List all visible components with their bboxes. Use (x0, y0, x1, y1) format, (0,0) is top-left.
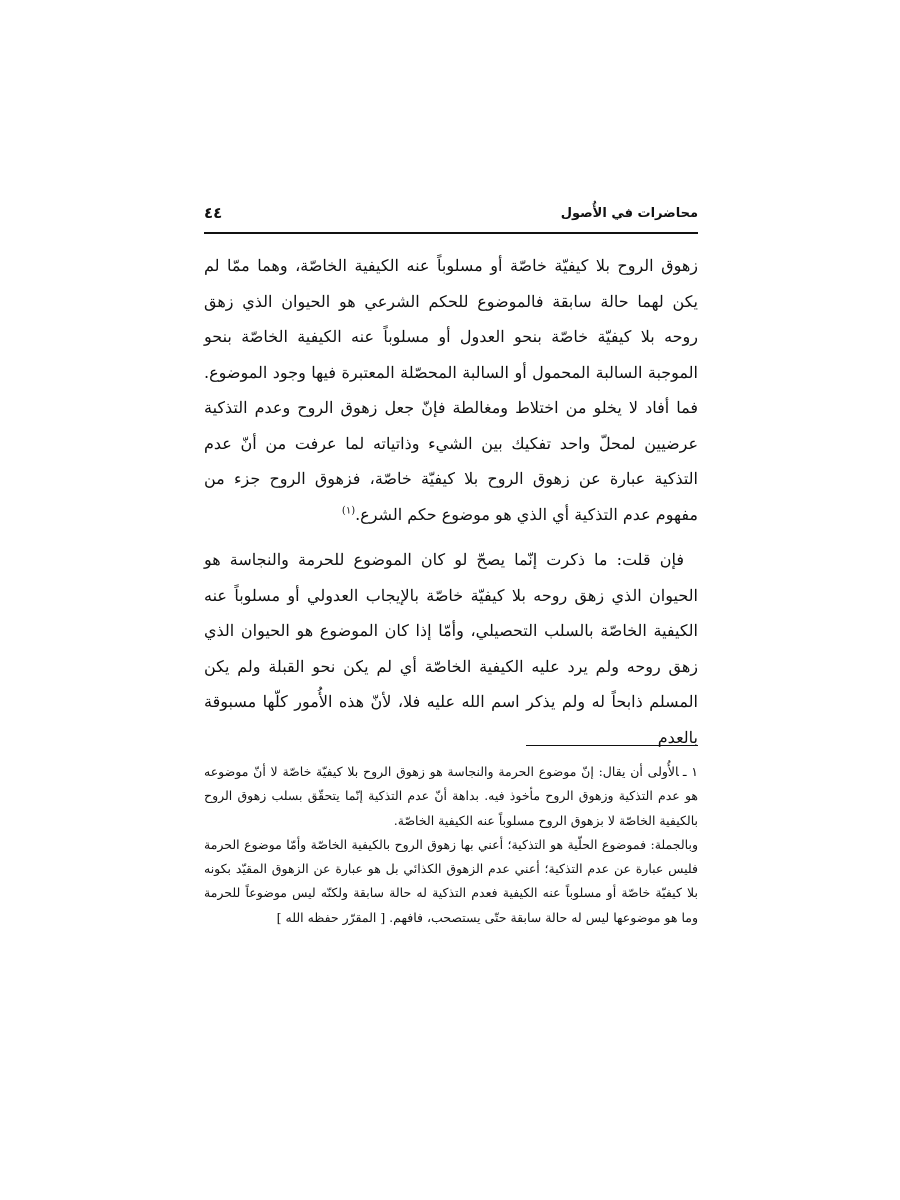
page-number: ٤٤ (204, 204, 223, 222)
running-header (204, 200, 698, 230)
footnote-1-continuation-text: وبالجملة: فموضوع الحلّية هو التذكية؛ أعني بها زهوق الروح بالكيفية الخاصّة وأمّا موضوع الحرمة فليس عبارة عن عدم التذكية؛ أعني عدم الزهوق الكذائي بل هو عبارة عن الزهوق المقيّد بكونه بلا كيفيّة خاصّة أو مسلوباً عنه الكيفية فعدم التذكية له حالة سابقة ولكنّه ليس موضوعاً للحرمة وما هو موضوعها ليس له حالة سابقة حتّى يستصحب، فافهم. [ المقرّر حفظه الله ] (204, 836, 698, 925)
footnote-1 (204, 760, 698, 833)
footnote-1-text: الأُولى أن يقال: إنّ موضوع الحرمة والنجاسة هو زهوق الروح بلا كيفيّة خاصّة لا أنّ موضوعه هو عدم التذكية وزهوق الروح مأخوذ فيه. بداهة أنّ عدم التذكية إنّما يتحقّق بسلب زهوق الروح بالكيفية الخاصّة لا بزهوق الروح مسلوباً عنه الكيفية الخاصّة. (204, 764, 698, 828)
body-paragraph-1-text: زهوق الروح بلا كيفيّة خاصّة أو مسلوباً عنه الكيفية الخاصّة، وهما ممّا لم يكن لهما حالة سابقة فالموضوع للحكم الشرعي هو الحيوان الذي زهق روحه بلا كيفيّة خاصّة بنحو العدول أو مسلوباً عنه الكيفية الخاصّة بنحو الموجبة السالبة المحمول أو السالبة المحصّلة المعتبرة فيها وجود الموضوع. فما أفاد لا يخلو من اختلاط ومغالطة فإنّ جعل زهوق الروح وعدم التذكية عرضيين لمحلّ واحد تفكيك بين الشيء وذاتياته لما عرفت من أنّ عدم التذكية عبارة عن زهوق الروح بلا كيفيّة خاصّة، فزهوق الروح جزء من مفهوم عدم التذكية أي الذي هو موضوع حكم الشرع. (204, 256, 699, 524)
body-paragraph-2 (204, 542, 698, 755)
book-title: محاضرات في الأُصول (560, 206, 698, 221)
body-paragraph-2-text: فإن قلت: ما ذكرت إنّما يصحّ لو كان الموضوع للحرمة والنجاسة هو الحيوان الذي زهق روحه بلا كيفيّة خاصّة بالإيجاب العدولي أو مسلوباً عنه الكيفية الخاصّة بالسلب التحصيلي، وأمّا إذا كان الموضوع هو الحيوان الذي زهق روحه ولم يرد عليه الكيفية الخاصّة أي لم يكن نحو القبلة ولم يكن المسلم ذابحاً له ولم يذكر اسم الله عليه فلا، لأنّ هذه الأُمور كلّها مسبوقة بالعدم (204, 550, 698, 747)
footnote-reference: (١) (341, 505, 356, 517)
body-paragraph-1 (204, 248, 698, 532)
footnotes (204, 760, 698, 930)
footnote-1-continuation (204, 833, 698, 930)
footnote-divider (526, 745, 698, 746)
main-text (204, 248, 698, 755)
footnote-number: ١ ـ (682, 764, 698, 779)
header-divider (204, 232, 698, 234)
